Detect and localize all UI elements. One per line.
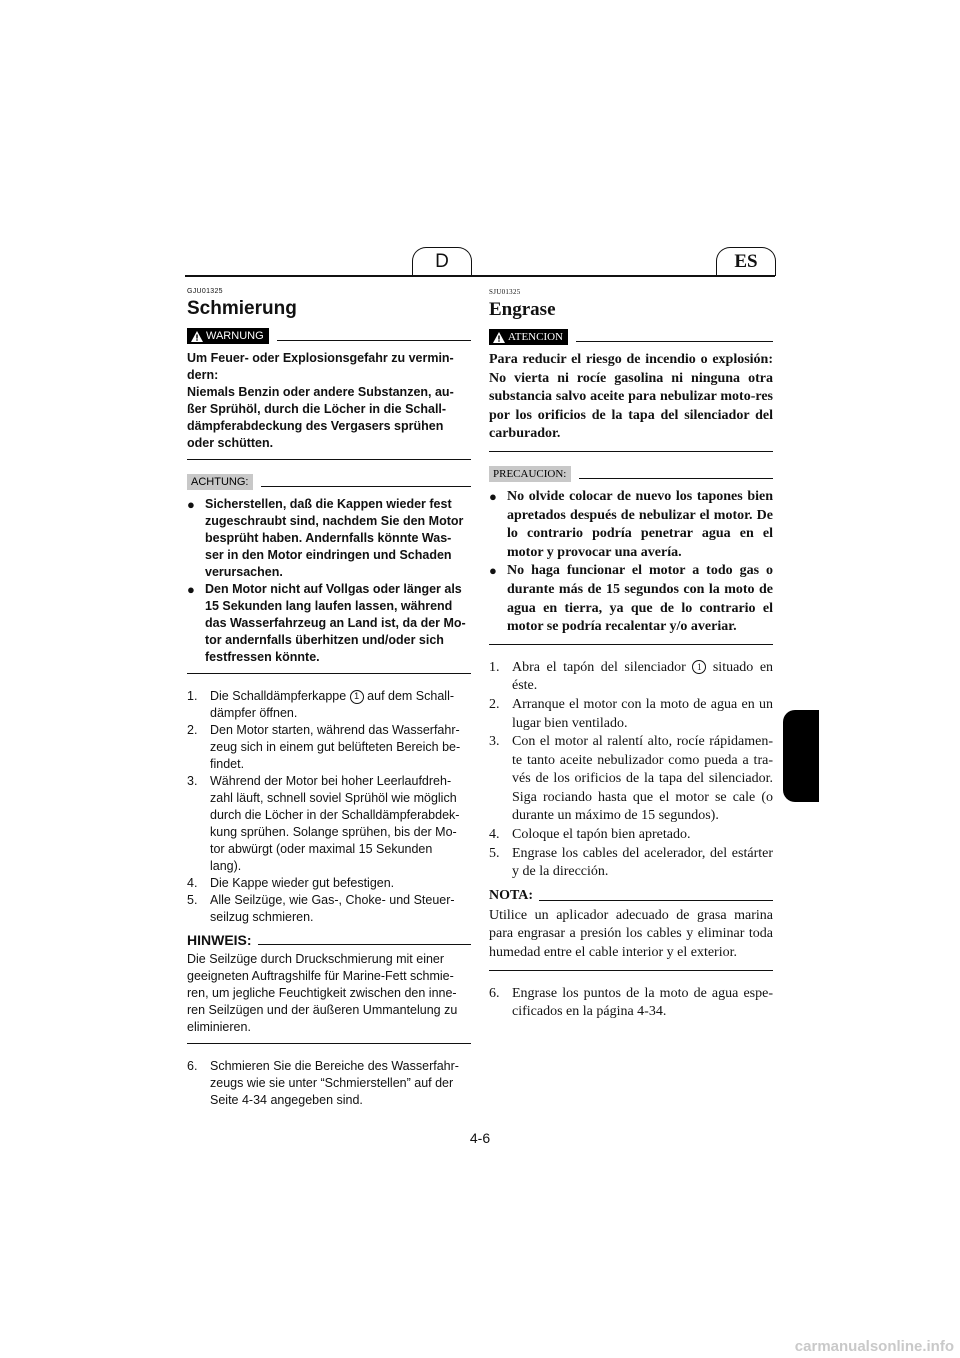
step-list: [489, 659, 773, 882]
step-item: 4. Die Kappe wieder gut befestigen.: [187, 876, 395, 890]
chapter-tab: [783, 710, 819, 802]
step-list: [187, 688, 471, 926]
warning-icon: [191, 331, 203, 342]
callout-number-icon: 1: [350, 690, 364, 704]
note-label: HINWEIS:: [187, 932, 252, 948]
note-header: [489, 888, 773, 904]
divider: [489, 644, 773, 645]
caution-item: ● No olvide colocar de nuevo los tapones bien apretados después de nebulizar el motor. De lo contrario podría penetrar agua en el motor y provocar una avería.: [489, 488, 773, 562]
bullet-icon: ●: [187, 497, 195, 512]
note-text: Die Seilzüge durch Druckschmierung mit einer geeigneten Auftragshilfe für Marine-Fett schmie- ren, um jegliche Feuchtigkeit zwischen den inne- ren Seilzügen und der äußeren Ummantelung zu eliminieren.: [187, 952, 458, 1034]
section-code: SJU01325: [489, 288, 521, 296]
step-item: 5. Alle Seilzüge, wie Gas-, Choke- und Steuer- seilzug schmieren.: [187, 893, 455, 924]
note-text: Utilice un aplicador adecuado de grasa marina para engrasar a presión los cables y eliminar toda humedad entre el cable interior y el exterior.: [489, 907, 773, 961]
section-code: GJU01325: [187, 288, 223, 295]
divider: [187, 459, 471, 460]
section-title: Engrase: [489, 299, 556, 320]
step-item: 3. Con el motor al ralentí alto, rocíe rápidamen-te tanto aceite nebulizador como pueda a tra-vés de los orificios de la tapa del silenciador. Siga rociando hasta que el motor se cale (o durante un máximo de 15 segundos).: [489, 734, 773, 824]
caution-item: ● Sicherstellen, daß die Kappen wieder fest zugeschraubt sind, nachdem Sie den Motor besprüht haben. Andernfalls könnte Was- ser in den Motor eindringen und Schaden verursachen.: [187, 497, 464, 579]
warning-label: WARNUNG: [187, 328, 269, 344]
step-item: 6. Schmieren Sie die Bereiche des Wasserfahr- zeugs wie sie unter “Schmierstellen” auf der Seite 4-34 angegeben sind.: [187, 1059, 459, 1107]
step-item: 1. Abra el tapón del silenciador 1 situado en éste.: [489, 659, 774, 694]
step-item: 3. Während der Motor bei hoher Leerlaufdreh- zahl läuft, schnell soviel Sprühöl wie möglich durch die Löcher in der Schalldämpferabdek- kung sprühen. Solange sprühen, bis der Mo- tor abwürgt (oder maximal 15 Sekunden lang).: [187, 774, 460, 873]
bullet-icon: ●: [187, 582, 195, 597]
warning-text: Um Feuer- oder Explosionsgefahr zu vermin- dern: Niemals Benzin oder andere Substanzen, au- ßer Sprühöl, durch die Löcher in die Schall- dämpferabdeckung des Vergasers sprühen oder schütten.: [187, 351, 454, 450]
divider: [489, 970, 773, 971]
callout-number-icon: 1: [692, 660, 706, 674]
bullet-icon: ●: [489, 488, 497, 504]
step-list: [187, 1058, 471, 1109]
step-item: 2. Den Motor starten, während das Wasserfahr- zeug sich in einem gut belüfteten Bereich be- findet.: [187, 723, 461, 771]
warning-text: Para reducir el riesgo de incendio o explosión: No vierta ni rocíe gasolina ni ninguna otra substancia salvo aceite para nebulizar moto-res por los orificios de la tapa del silenciador del carburador.: [489, 352, 773, 442]
divider: [187, 673, 471, 674]
warning-label: ATENCION: [489, 329, 568, 345]
header-rule: [185, 275, 775, 277]
caution-header: [187, 474, 471, 490]
note-header: [187, 932, 471, 948]
spanish-column: [489, 288, 773, 1022]
divider: [187, 1043, 471, 1044]
watermark: carmanualsonline.info: [794, 1338, 954, 1355]
bullet-icon: ●: [489, 563, 497, 579]
note-label: NOTA:: [489, 887, 534, 903]
step-item: 4. Coloque el tapón bien apretado.: [489, 827, 691, 843]
german-column: [187, 288, 471, 1109]
step-item: 5. Engrase los cables del acelerador, del estárter y de la dirección.: [489, 845, 773, 880]
step-item: 1. Die Schalldämpferkappe 1 auf dem Schall- dämpfer öffnen.: [187, 689, 455, 720]
page-number: 4-6: [469, 1130, 491, 1146]
warning-header: [187, 328, 471, 344]
step-item: 2. Arranque el motor con la moto de agua en un lugar bien ventilado.: [489, 696, 773, 731]
caution-item: ● No haga funcionar el motor a todo gas o durante más de 15 segundos con la moto de agua en tierra, ya que de lo contrario el motor se podría recalentar y/o averiar.: [489, 562, 773, 636]
caution-label: PRECAUCION:: [489, 466, 571, 482]
caution-item: ● Den Motor nicht auf Vollgas oder länger als 15 Sekunden lang laufen lassen, während das Wasserfahrzeug an Land ist, da der Mo- tor andernfalls überhitzen und/oder sich festfressen könnte.: [187, 582, 466, 664]
divider: [489, 451, 773, 452]
caution-header: [489, 466, 773, 482]
language-tab-german: D: [412, 247, 472, 276]
section-title: Schmierung: [187, 298, 297, 319]
step-item: 6. Engrase los puntos de la moto de agua espe-cificados en la página 4-34.: [489, 985, 773, 1020]
step-list: [489, 985, 773, 1022]
caution-label: ACHTUNG:: [187, 474, 253, 490]
warning-icon: [493, 332, 505, 343]
language-tab-spanish: ES: [716, 247, 776, 276]
warning-header: [489, 329, 773, 345]
